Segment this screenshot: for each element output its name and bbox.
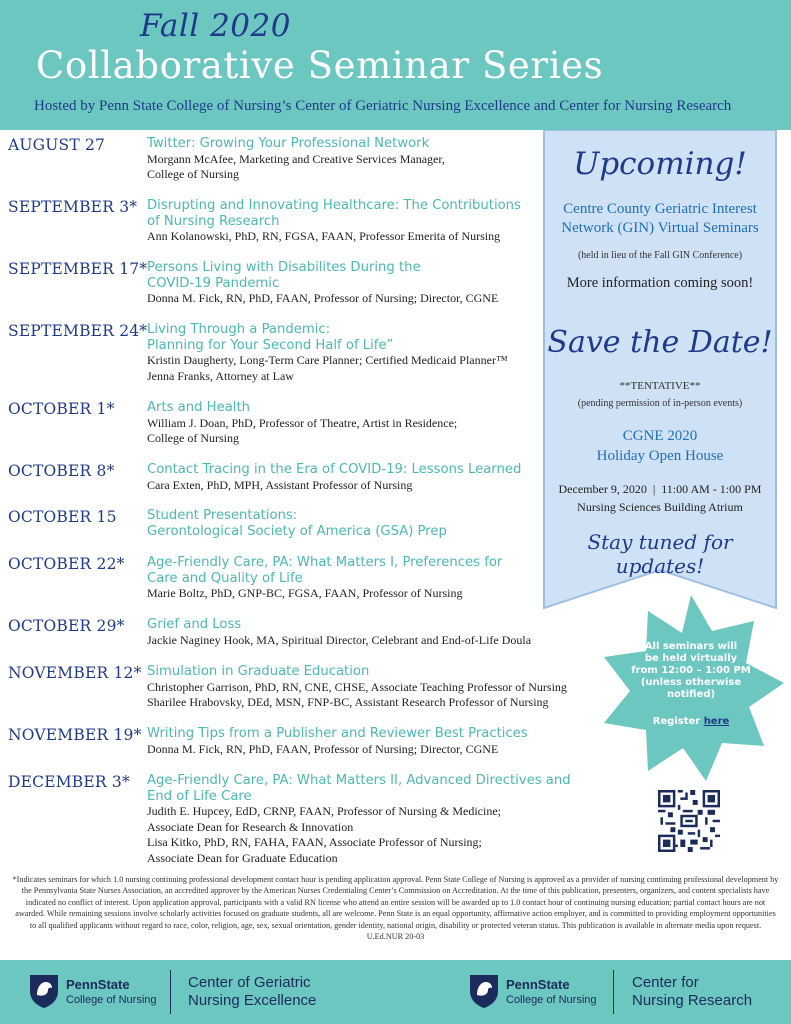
pending-note: (pending permission of in-person events)	[577, 398, 743, 409]
starburst-message	[628, 641, 754, 701]
speaker-line: Jenna Franks, Attorney at Law	[147, 368, 294, 383]
tentative-label: **TENTATIVE**	[619, 380, 701, 392]
speaker-line: Judith E. Hupcey, EdD, CRNP, FAAN, Professor of Nursing & Medicine;	[147, 804, 501, 818]
save-the-date-heading: Save the Date!	[547, 325, 773, 360]
register-link[interactable]: here	[703, 716, 730, 727]
college-name: College of Nursing	[506, 994, 597, 1006]
speaker-line: Jackie Naginey Hook, MA, Spiritual Director, Celebrant and End-of-Life Doula	[147, 632, 532, 647]
seminar-title: Living Through a Pandemic:	[147, 322, 331, 337]
seminar-title: Arts and Health	[147, 400, 250, 415]
seminar-date: NOVEMBER 12*	[8, 664, 142, 682]
center-name-line: Center for	[632, 974, 699, 991]
seminar-date: SEPTEMBER 3*	[8, 198, 138, 216]
college-name: College of Nursing	[66, 994, 157, 1006]
seminar-title: COVID-19 Pandemic	[147, 275, 280, 291]
starburst-line: All seminars will	[644, 641, 738, 652]
gin-note: (held in lieu of the Fall GIN Conference)	[577, 250, 743, 261]
seminar-date: OCTOBER 29*	[8, 617, 125, 635]
more-info: More information coming soon!	[566, 275, 754, 291]
seminar-title: Age-Friendly Care, PA: What Matters II, Advanced Directives and	[147, 773, 571, 788]
hosted-by-line: Hosted by Penn State College of Nursing’s Center of Geriatric Nursing Excellence and Center for Nursing Research	[34, 98, 732, 114]
seminar-title: Disrupting and Innovating Healthcare: The Contributions	[147, 198, 521, 213]
seminar-title: Planning for Your Second Half of Life”	[147, 337, 394, 353]
event-datetime: December 9, 2020 | 11:00 AM - 1:00 PM	[558, 482, 762, 496]
seminar-title: Care and Quality of Life	[147, 570, 303, 586]
register-line	[628, 716, 754, 727]
speaker-line: Associate Dean for Research & Innovation	[147, 819, 354, 834]
seminar-title: Student Presentations:	[147, 508, 298, 523]
starburst-line: notified)	[666, 689, 716, 700]
event-title-line: CGNE 2020	[622, 428, 698, 444]
speaker-line: William J. Doan, PhD, Professor of Theatre, Artist in Residence;	[147, 415, 458, 430]
gin-title-line: Network (GIN) Virtual Seminars	[561, 220, 759, 236]
upcoming-heading: Upcoming!	[573, 146, 747, 182]
speaker-line: Ann Kolanowski, PhD, RN, FGSA, FAAN, Professor Emerita of Nursing	[147, 229, 501, 243]
speaker-line: Marie Boltz, PhD, GNP-BC, FGSA, FAAN, Professor of Nursing	[147, 586, 463, 600]
seminar-date: OCTOBER 22*	[8, 555, 125, 573]
speaker-line: Sharilee Hrabovsky, DEd, MSN, FNP-BC, Assistant Research Professor of Nursing	[147, 695, 549, 709]
seminar-date: OCTOBER 15	[8, 508, 117, 526]
pennstate-wordmark: PennState	[66, 977, 130, 992]
seminar-date: OCTOBER 1*	[8, 400, 115, 418]
speaker-line: Donna M. Fick, RN, PhD, FAAN, Professor of Nursing; Director, CGNE	[147, 291, 499, 305]
upcoming-banner	[543, 130, 777, 610]
center-name-line: Nursing Excellence	[188, 992, 317, 1009]
gin-title-line: Centre County Geriatric Interest	[563, 201, 757, 217]
seminar-title: Age-Friendly Care, PA: What Matters I, Preferences for	[147, 555, 503, 570]
speaker-line: Associate Dean for Graduate Education	[147, 850, 338, 865]
virtual-seminar-starburst	[596, 593, 786, 783]
starburst-line: (unless otherwise	[640, 677, 742, 688]
seminar-title: Writing Tips from a Publisher and Reviewer Best Practices	[147, 726, 528, 741]
nittany-lion-shield-icon	[468, 973, 500, 1009]
footer-divider	[613, 970, 614, 1014]
series-title: Collaborative Seminar Series	[36, 44, 604, 87]
seminar-title: Persons Living with Disabilites During the	[147, 260, 421, 275]
starburst-line: from 12:00 – 1:00 PM	[631, 665, 751, 676]
starburst-line: be held virtually	[644, 653, 738, 664]
seminar-date: AUGUST 27	[8, 136, 106, 154]
seminar-title: Gerontological Society of America (GSA) Prep	[147, 523, 447, 539]
event-location: Nursing Sciences Building Atrium	[577, 500, 743, 514]
qr-code[interactable]	[658, 790, 720, 852]
pennstate-wordmark: PennState	[506, 977, 570, 992]
seminar-date: SEPTEMBER 17*	[8, 260, 148, 278]
header-band	[0, 0, 791, 130]
speaker-line: Donna M. Fick, RN, PhD, FAAN, Professor of Nursing; Director, CGNE	[147, 741, 499, 756]
pennstate-logo-left	[28, 973, 168, 1013]
center-geriatric-name	[188, 974, 316, 1010]
speaker-line: College of Nursing	[147, 167, 239, 181]
stay-tuned: Stay tuned for updates!	[587, 530, 733, 578]
seminar-title: End of Life Care	[147, 788, 252, 804]
speaker-line: Lisa Kitko, PhD, RN, FAHA, FAAN, Associate Professor of Nursing;	[147, 835, 482, 849]
gin-title	[543, 200, 777, 238]
event-title-line: Holiday Open House	[596, 448, 724, 464]
season-title: Fall 2020	[140, 8, 291, 44]
seminar-title: Twitter: Growing Your Professional Network	[147, 136, 430, 151]
footer-divider	[170, 970, 171, 1014]
pennstate-logo-right	[468, 973, 608, 1013]
speaker-line: Christopher Garrison, PhD, RN, CNE, CHSE, Associate Teaching Professor of Nursing	[147, 679, 567, 694]
speaker-line: Morgann McAfee, Marketing and Creative Services Manager,	[147, 151, 445, 166]
event-title	[543, 426, 777, 466]
speaker-line: Cara Exten, PhD, MPH, Assistant Professor of Nursing	[147, 477, 413, 492]
center-research-name	[632, 974, 752, 1010]
nittany-lion-shield-icon	[28, 973, 60, 1009]
seminar-title: Simulation in Graduate Education	[147, 664, 370, 679]
seminar-title: of Nursing Research	[147, 213, 280, 229]
seminar-title: Grief and Loss	[147, 617, 242, 632]
seminar-date: OCTOBER 8*	[8, 462, 115, 480]
seminar-date: SEPTEMBER 24*	[8, 322, 148, 340]
register-prefix: Register	[652, 716, 704, 727]
seminar-date: NOVEMBER 19*	[8, 726, 142, 744]
center-name-line: Center of Geriatric	[188, 974, 311, 991]
seminar-title: Contact Tracing in the Era of COVID-19: Lessons Learned	[147, 462, 522, 477]
seminar-date: DECEMBER 3*	[8, 773, 130, 791]
footer-band	[0, 960, 791, 1024]
speaker-line: Kristin Daugherty, Long-Term Care Planner; Certified Medicaid Planner™	[147, 353, 508, 367]
speaker-line: College of Nursing	[147, 431, 239, 445]
accreditation-disclaimer: *Indicates seminars for which 1.0 nursing continuing professional development contact hour is pending application approval. Penn State College of Nursing is approved as a provider of nursing continuing professional development by the Pennsylvania State Nurses Association, an accredited approver by the American Nurses Credentialing Center’s Commission on Accreditation. At the time of this publication, presenters, organizers, and content specialists have indicated no conflict of interest. Upon application approval, participants with a valid RN license who attend an entire session will be awarded up to 1.0 contact hour of continuing nursing education; partial contact hours are not awarded. While remaining sessions involve scholarly activities focused on graduate students, all are welcome. Penn State is an equal opportunity, affirmative action employer, and is committed to providing employment opportunities to all qualified applicants without regard to race, color, religion, age, sex, sexual orientation, gender identity, national origin, disability or protected veteran status. This publication is available in alternate media upon request. U.Ed.NUR 20-03	[12, 875, 779, 942]
center-name-line: Nursing Research	[632, 992, 753, 1009]
